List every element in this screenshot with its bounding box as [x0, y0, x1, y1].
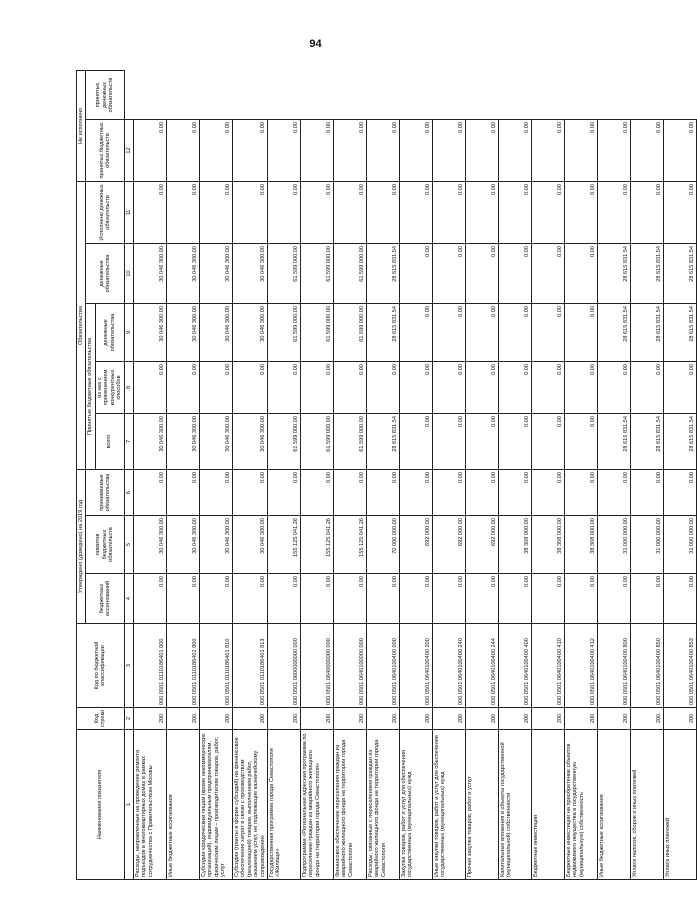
header-of-which: из них с применением конкурентных способов	[95, 361, 124, 413]
accepted-value: 0.00	[433, 469, 466, 515]
limits-value: 31 000 000.00	[631, 516, 664, 574]
budget-code: 000 0501 0640100400 400	[499, 624, 532, 708]
executed-value: 30 046 300.00	[232, 243, 267, 303]
not-exec-monetary-value: 0.00	[631, 119, 664, 181]
table-row	[400, 71, 433, 880]
not-exec-monetary-value: 0.00	[598, 119, 631, 181]
row-code: 200	[268, 708, 301, 730]
budget-allocations-value: 0.00	[433, 574, 466, 624]
accepted-value: 0.00	[199, 469, 232, 515]
row-name: Субсидии (гранты в форме субсидий) на финансовое обеспечение затрат в связи с производством (реализацией) товаров, выполнением работ, оказанием услуг, не подлежащие казначейскому сопровождению	[232, 730, 267, 880]
not-exec-budget-value: 0.00	[133, 181, 166, 243]
executed-value: 0.00	[400, 243, 433, 303]
monetary-value: 30 046 300.00	[166, 303, 199, 361]
accepted-total-value: 0.00	[466, 413, 499, 469]
budget-allocations-value: 0.00	[334, 574, 367, 624]
competitive-value: 0.00	[433, 361, 466, 413]
competitive-value: 0.00	[268, 361, 301, 413]
row-code: 200	[199, 708, 232, 730]
row-name: Иные бюджетные ассигнования	[598, 730, 631, 880]
row-name: Уплата иных платежей	[664, 730, 697, 880]
row-code: 200	[334, 708, 367, 730]
not-exec-budget-value: 0.00	[400, 181, 433, 243]
monetary-value: 0.00	[532, 303, 565, 361]
table-row	[301, 71, 334, 880]
row-code: 200	[301, 708, 334, 730]
budget-code: 000 0501 0110186401 810	[199, 624, 232, 708]
column-number: 2	[124, 708, 133, 730]
monetary-value: 0.00	[499, 303, 532, 361]
executed-value: 28 615 831.54	[367, 243, 400, 303]
accepted-value: 0.00	[631, 469, 664, 515]
column-number: 7	[124, 413, 133, 469]
budget-code: 000 0501 0640100400 412	[565, 624, 598, 708]
budget-allocations-value: 0.00	[301, 574, 334, 624]
accepted-value: 0.00	[166, 469, 199, 515]
header-not-executed-group: Не исполнено	[77, 71, 86, 182]
budget-code: 000 0501 0640100400 410	[532, 624, 565, 708]
limits-value: 31 000 000.00	[664, 516, 697, 574]
not-exec-budget-value: 0.00	[466, 181, 499, 243]
header-obligations-group: Обязательства	[77, 181, 86, 469]
budget-allocations-value: 0.00	[664, 574, 697, 624]
accepted-total-value: 30 046 300.00	[199, 413, 232, 469]
monetary-value: 0.00	[400, 303, 433, 361]
row-code: 200	[598, 708, 631, 730]
accepted-value: 0.00	[232, 469, 267, 515]
limits-value: 38 308 000.00	[532, 516, 565, 574]
accepted-total-value: 28 615 831.54	[598, 413, 631, 469]
monetary-value: 61 599 000.00	[268, 303, 301, 361]
budget-allocations-value: 0.00	[466, 574, 499, 624]
row-code: 200	[133, 708, 166, 730]
limits-value: 155 125 041.26	[268, 516, 301, 574]
accepted-total-value: 28 615 831.54	[664, 413, 697, 469]
budget-code: 000 0501 0640100400 244	[466, 624, 499, 708]
not-exec-budget-value: 0.00	[301, 181, 334, 243]
header-accepted-budget-group: Принятые бюджетные обязательства	[86, 303, 95, 469]
budget-allocations-value: 0.00	[199, 574, 232, 624]
competitive-value: 0.00	[499, 361, 532, 413]
accepted-total-value: 61 599 000.00	[334, 413, 367, 469]
accepted-total-value: 0.00	[532, 413, 565, 469]
executed-value: 0.00	[466, 243, 499, 303]
monetary-value: 30 046 300.00	[199, 303, 232, 361]
row-name: Капитальные вложения в объекты государственной (муниципальной) собственности	[499, 730, 532, 880]
not-exec-monetary-value: 0.00	[433, 119, 466, 181]
row-code: 200	[166, 708, 199, 730]
row-code: 200	[232, 708, 267, 730]
competitive-value: 0.00	[367, 361, 400, 413]
table-row	[166, 71, 199, 880]
column-number-row	[124, 71, 133, 880]
budget-code: 000 0501 0640100400 800	[598, 624, 631, 708]
accepted-total-value: 28 615 831.54	[631, 413, 664, 469]
limits-value: 30 046 300.00	[232, 516, 267, 574]
table-row	[433, 71, 466, 880]
column-number: 10	[124, 243, 133, 303]
table-row	[133, 71, 166, 880]
not-exec-monetary-value: 0.00	[664, 119, 697, 181]
accepted-total-value: 61 599 000.00	[268, 413, 301, 469]
header-not-exec-budget: принятых бюджетных обязательств	[86, 119, 124, 181]
row-code: 200	[664, 708, 697, 730]
competitive-value: 0.00	[664, 361, 697, 413]
competitive-value: 0.00	[301, 361, 334, 413]
row-code: 200	[400, 708, 433, 730]
row-name: Государственная программа города Севастополя «Жилище»	[268, 730, 301, 880]
header-accepted: принимаемые обязательства	[86, 469, 124, 515]
competitive-value: 0.00	[232, 361, 267, 413]
table-row	[664, 71, 697, 880]
header-budget-code: Код по бюджетной классификации	[77, 624, 125, 708]
budget-code: 000 0501 0110186401 813	[232, 624, 267, 708]
row-name: Иные бюджетные ассигнования	[166, 730, 199, 880]
budget-allocations-value: 0.00	[400, 574, 433, 624]
not-exec-monetary-value: 0.00	[301, 119, 334, 181]
row-code: 200	[466, 708, 499, 730]
budget-allocations-value: 0.00	[268, 574, 301, 624]
row-name: Уплата налогов, сборов и иных платежей	[631, 730, 664, 880]
competitive-value: 0.00	[532, 361, 565, 413]
not-exec-monetary-value: 0.00	[499, 119, 532, 181]
not-exec-budget-value: 0.00	[532, 181, 565, 243]
not-exec-budget-value: 0.00	[433, 181, 466, 243]
executed-value: 0.00	[433, 243, 466, 303]
budget-allocations-value: 0.00	[532, 574, 565, 624]
not-exec-budget-value: 0.00	[664, 181, 697, 243]
not-exec-budget-value: 0.00	[598, 181, 631, 243]
limits-value: 30 046 300.00	[199, 516, 232, 574]
accepted-value: 0.00	[334, 469, 367, 515]
not-exec-budget-value: 0.00	[268, 181, 301, 243]
table-body	[133, 71, 696, 880]
column-number: 4	[124, 574, 133, 624]
accepted-total-value: 30 046 300.00	[232, 413, 267, 469]
not-exec-monetary-value: 0.00	[565, 119, 598, 181]
executed-value: 0.00	[532, 243, 565, 303]
competitive-value: 0.00	[631, 361, 664, 413]
column-number: 12	[124, 119, 133, 181]
table-row	[466, 71, 499, 880]
budget-code: 000 0501 0640100400 000	[367, 624, 400, 708]
limits-value: 30 046 300.00	[166, 516, 199, 574]
not-exec-budget-value: 0.00	[499, 181, 532, 243]
row-code: 200	[433, 708, 466, 730]
column-number: 11	[124, 181, 133, 243]
row-name: Расходы, направленные на проведение ремонта подъездов в многоквартирных домах в рамках сотрудничества с Правительством Москвы	[133, 730, 166, 880]
budget-allocations-value: 0.00	[166, 574, 199, 624]
executed-value: 28 615 831.54	[598, 243, 631, 303]
budget-execution-table	[76, 70, 697, 880]
row-name: Расходы, связанные с переселением граждан из аварийного жилищного фонда на территории города Севастополя	[367, 730, 400, 880]
monetary-value: 0.00	[433, 303, 466, 361]
budget-allocations-value: 0.00	[565, 574, 598, 624]
budget-code: 000 0501 0640100400 850	[631, 624, 664, 708]
monetary-value: 28 615 831.54	[631, 303, 664, 361]
header-not-exec-monetary: принятых денежных обязательств	[86, 71, 124, 120]
not-exec-monetary-value: 0.00	[232, 119, 267, 181]
accepted-value: 0.00	[466, 469, 499, 515]
table-row	[631, 71, 664, 880]
row-code: 200	[499, 708, 532, 730]
monetary-value: 61 599 000.00	[301, 303, 334, 361]
budget-code: 000 0501 0640100400 853	[664, 624, 697, 708]
not-exec-monetary-value: 0.00	[400, 119, 433, 181]
executed-value: 0.00	[565, 243, 598, 303]
accepted-value: 0.00	[664, 469, 697, 515]
accepted-value: 0.00	[301, 469, 334, 515]
executed-value: 30 046 300.00	[166, 243, 199, 303]
not-exec-monetary-value: 0.00	[466, 119, 499, 181]
accepted-total-value: 28 615 831.54	[367, 413, 400, 469]
column-number: 3	[124, 624, 133, 708]
budget-allocations-value: 0.00	[598, 574, 631, 624]
row-name: Закупка товаров, работ и услуг для обеспечения государственных (муниципальных) нужд	[400, 730, 433, 880]
not-exec-monetary-value: 0.00	[133, 119, 166, 181]
limits-value: 30 046 300.00	[133, 516, 166, 574]
row-name: Иные закупки товаров, работ и услуг для обеспечения государственных (муниципальных) нужд	[433, 730, 466, 880]
competitive-value: 0.00	[400, 361, 433, 413]
table-row	[268, 71, 301, 880]
accepted-total-value: 0.00	[433, 413, 466, 469]
accepted-total-value: 0.00	[565, 413, 598, 469]
row-code: 200	[565, 708, 598, 730]
table-row	[565, 71, 598, 880]
competitive-value: 0.00	[133, 361, 166, 413]
budget-code: 000 0501 0600000000 000	[268, 624, 301, 708]
not-exec-budget-value: 0.00	[166, 181, 199, 243]
table-row	[598, 71, 631, 880]
accepted-total-value: 61 599 000.00	[301, 413, 334, 469]
budget-code: 000 0501 0640100400 200	[400, 624, 433, 708]
row-code: 200	[532, 708, 565, 730]
budget-allocations-value: 0.00	[133, 574, 166, 624]
limits-value: 70 000 000.00	[367, 516, 400, 574]
header-row-code: Код строки	[77, 708, 125, 730]
table-row	[334, 71, 367, 880]
executed-value: 28 615 831.54	[664, 243, 697, 303]
header-limits: лимитов бюджетных обязательств	[86, 516, 124, 574]
budget-allocations-value: 0.00	[499, 574, 532, 624]
budget-allocations-value: 0.00	[232, 574, 267, 624]
executed-value: 61 599 000.00	[334, 243, 367, 303]
budget-allocations-value: 0.00	[367, 574, 400, 624]
accepted-value: 0.00	[499, 469, 532, 515]
competitive-value: 0.00	[199, 361, 232, 413]
limits-value: 38 308 000.00	[499, 516, 532, 574]
accepted-value: 0.00	[598, 469, 631, 515]
not-exec-budget-value: 0.00	[565, 181, 598, 243]
not-exec-monetary-value: 0.00	[166, 119, 199, 181]
budget-code: 000 0501 0110186401 000	[133, 624, 166, 708]
executed-value: 61 599 000.00	[301, 243, 334, 303]
limits-value: 31 000 000.00	[598, 516, 631, 574]
table-row	[499, 71, 532, 880]
limits-value: 155 125 041.26	[334, 516, 367, 574]
column-number: 9	[124, 303, 133, 361]
not-exec-budget-value: 0.00	[367, 181, 400, 243]
accepted-value: 0.00	[133, 469, 166, 515]
executed-value: 0.00	[499, 243, 532, 303]
accepted-total-value: 30 046 300.00	[166, 413, 199, 469]
row-name: Субсидии юридическим лицам (кроме некоммерческих организаций), индивидуальным предпринимателям, физическим лицам – производителям товаров, работ, услуг	[199, 730, 232, 880]
budget-allocations-value: 0.00	[631, 574, 664, 624]
row-name: Прочая закупка товаров, работ и услуг	[466, 730, 499, 880]
not-exec-budget-value: 0.00	[334, 181, 367, 243]
column-number: 1	[124, 730, 133, 880]
competitive-value: 0.00	[565, 361, 598, 413]
row-code: 200	[631, 708, 664, 730]
budget-code: 000 0501 0640100400 240	[433, 624, 466, 708]
header-total: всего	[95, 413, 124, 469]
header-monetary: денежные обязательства	[95, 303, 124, 361]
monetary-value: 0.00	[466, 303, 499, 361]
limits-value: 155 125 041.26	[301, 516, 334, 574]
row-code: 200	[367, 708, 400, 730]
accepted-total-value: 0.00	[499, 413, 532, 469]
not-exec-monetary-value: 0.00	[199, 119, 232, 181]
accepted-value: 0.00	[565, 469, 598, 515]
budget-code: 000 0501 0110186401 800	[166, 624, 199, 708]
accepted-value: 0.00	[400, 469, 433, 515]
limits-value: 692 000.00	[400, 516, 433, 574]
not-exec-monetary-value: 0.00	[367, 119, 400, 181]
budget-code: 000 0501 0640000000 000	[301, 624, 334, 708]
row-name: Бюджетные инвестиции	[532, 730, 565, 880]
competitive-value: 0.00	[334, 361, 367, 413]
competitive-value: 0.00	[598, 361, 631, 413]
limits-value: 692 000.00	[433, 516, 466, 574]
column-number: 5	[124, 516, 133, 574]
executed-value: 28 615 831.54	[631, 243, 664, 303]
table-row	[199, 71, 232, 880]
monetary-value: 28 615 831.54	[367, 303, 400, 361]
executed-value: 30 046 300.00	[199, 243, 232, 303]
column-number: 8	[124, 361, 133, 413]
monetary-value: 28 615 831.54	[664, 303, 697, 361]
monetary-value: 28 615 831.54	[598, 303, 631, 361]
limits-value: 692 000.00	[466, 516, 499, 574]
header-executed: Исполнено денежных обязательств	[86, 181, 124, 243]
executed-value: 30 046 300.00	[133, 243, 166, 303]
row-name: Подпрограмма «Региональная адресная программа по переселению граждан из аварийного жилищного фонда на территории города Севастополя»	[301, 730, 334, 880]
report-table-container	[76, 70, 695, 880]
not-exec-monetary-value: 0.00	[334, 119, 367, 181]
not-exec-budget-value: 0.00	[199, 181, 232, 243]
header-approved-group: Утверждено (доведено) на 2019 год	[77, 469, 86, 623]
monetary-value: 30 046 300.00	[133, 303, 166, 361]
page-number: 94	[309, 38, 322, 50]
row-name: Бюджетные инвестиции на приобретение объектов недвижимого имущества в государственную (муниципальную) собственность	[565, 730, 598, 880]
not-exec-budget-value: 0.00	[232, 181, 267, 243]
accepted-value: 0.00	[367, 469, 400, 515]
monetary-value: 61 599 000.00	[334, 303, 367, 361]
table-row	[232, 71, 267, 880]
header-name: Наименование показателя	[77, 730, 125, 880]
table-row	[367, 71, 400, 880]
not-exec-monetary-value: 0.00	[268, 119, 301, 181]
header-budget-allocations: бюджетных ассигнований	[86, 574, 124, 624]
accepted-value: 0.00	[532, 469, 565, 515]
row-name: Финансовое обеспечение переселения граждан из аварийного жилищного фонда на территории города Севастополя	[334, 730, 367, 880]
header-monetary-accepted: денежные обязательства	[86, 243, 124, 303]
executed-value: 61 599 000.00	[268, 243, 301, 303]
accepted-value: 0.00	[268, 469, 301, 515]
column-number: 6	[124, 469, 133, 515]
monetary-value: 0.00	[565, 303, 598, 361]
competitive-value: 0.00	[466, 361, 499, 413]
limits-value: 38 308 000.00	[565, 516, 598, 574]
monetary-value: 30 046 300.00	[232, 303, 267, 361]
accepted-total-value: 0.00	[400, 413, 433, 469]
budget-code: 000 0501 0640100000 000	[334, 624, 367, 708]
not-exec-budget-value: 0.00	[631, 181, 664, 243]
table-row	[532, 71, 565, 880]
accepted-total-value: 30 046 300.00	[133, 413, 166, 469]
not-exec-monetary-value: 0.00	[532, 119, 565, 181]
competitive-value: 0.00	[166, 361, 199, 413]
